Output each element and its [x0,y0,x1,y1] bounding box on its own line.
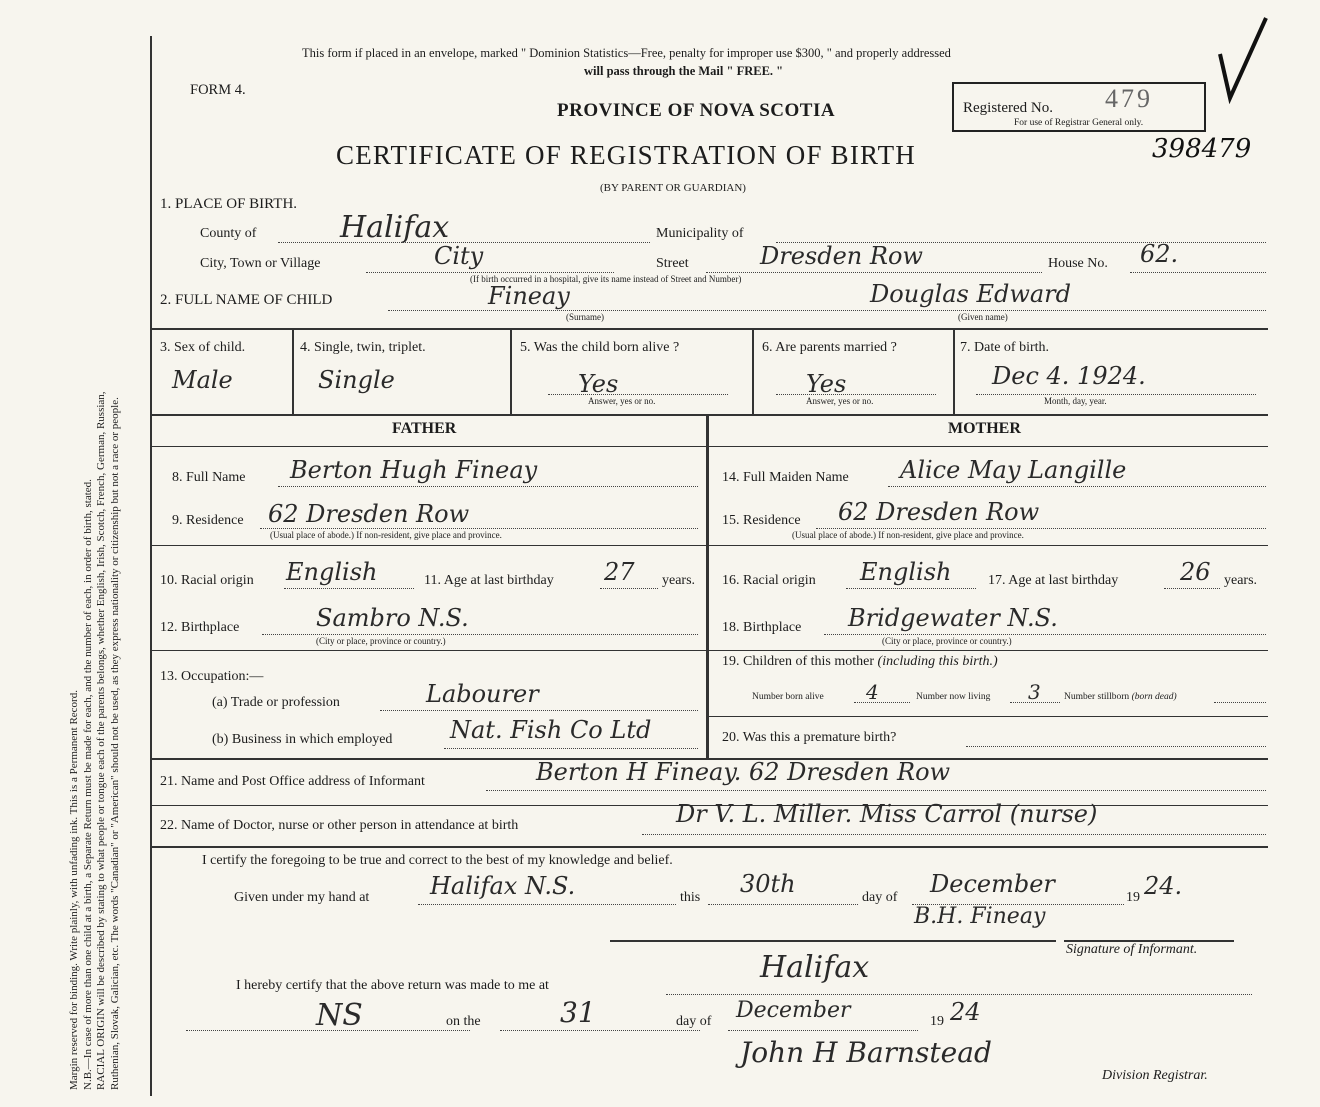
surname-note: (Surname) [566,312,604,322]
stillborn-note: (born dead) [1131,692,1177,702]
father-name-label: 8. Full Name [172,470,246,485]
informant-signature: B.H. Fineay [914,904,1046,929]
parents-married-label: 6. Are parents married ? [762,340,897,355]
certification-year: 24. [1144,872,1183,900]
father-heading: FATHER [392,420,457,437]
registrar-general-note: For use of Registrar General only. [1014,118,1144,128]
given-at-place: Halifax N.S. [430,872,576,900]
margin-rule [150,36,152,1096]
mother-residence-label: 15. Residence [722,513,801,528]
child-given-name: Douglas Edward [870,280,1072,308]
children-label-italic: (including this birth.) [877,654,998,669]
trade-value: Labourer [426,680,539,708]
certificate-title: CERTIFICATE OF REGISTRATION OF BIRTH [336,140,916,170]
registrar-signature-label: Division Registrar. [1102,1068,1208,1083]
informant-signature-label: Signature of Informant. [1066,942,1198,957]
plurality-value: Single [318,366,395,394]
father-name-value: Berton Hugh Fineay [290,456,538,484]
parents-married-note: Answer, yes or no. [806,396,874,406]
sex-label: 3. Sex of child. [160,340,246,355]
father-residence-value: 62 Dresden Row [268,500,470,528]
date-of-birth-note: Month, day, year. [1044,396,1107,406]
date-of-birth-label: 7. Date of birth. [960,340,1050,355]
registrar-day: 31 [560,996,596,1029]
sex-value: Male [172,366,233,394]
mother-age-label: 17. Age at last birthday [988,573,1119,588]
now-living-count: 3 [1028,680,1041,704]
registrar-year-prefix: 19 [930,1014,944,1029]
mother-birthplace-note: (City or place, province or country.) [882,636,1012,646]
registrar-statement: I hereby certify that the above return was made to me at [236,978,549,993]
mother-heading: MOTHER [948,420,1021,437]
registrar-signature: John H Barnstead [740,1036,992,1069]
mother-residence-note: (Usual place of abode.) If non-resident, give place and province. [792,530,1024,540]
born-alive-count-label: Number born alive [752,692,824,702]
father-racial-origin-label: 10. Racial origin [160,573,254,588]
street-value: Dresden Row [760,242,923,270]
county-value: Halifax [340,210,450,245]
county-label: County of [200,226,257,241]
father-age-value: 27 [604,558,635,586]
registered-number-label: Registered No. [963,100,1053,116]
mother-name-label: 14. Full Maiden Name [722,470,849,485]
child-name-label: 2. FULL NAME OF CHILD [160,292,333,308]
father-birthplace-value: Sambro N.S. [316,604,469,632]
given-at-label: Given under my hand at [234,890,370,905]
father-residence-label: 9. Residence [172,513,244,528]
doctor-label: 22. Name of Doctor, nurse or other person in attendance at birth [160,818,519,833]
place-of-birth-label: 1. PLACE OF BIRTH. [160,196,298,212]
born-alive-note: Answer, yes or no. [588,396,656,406]
informant-value: Berton H Fineay. 62 Dresden Row [536,758,951,786]
born-alive-label: 5. Was the child born alive ? [520,340,680,355]
father-residence-note: (Usual place of abode.) If non-resident, give place and province. [270,530,502,540]
plurality-label: 4. Single, twin, triplet. [300,340,426,355]
postal-note-line2: will pass through the Mail " FREE. " [584,64,784,78]
mother-racial-origin-value: English [860,558,952,586]
form-number: FORM 4. [190,82,246,98]
trade-label: (a) Trade or profession [212,695,340,710]
certification-month: December [930,870,1055,898]
now-living-label: Number now living [916,692,991,702]
business-value: Nat. Fish Co Ltd [450,716,652,744]
house-number-label: House No. [1048,256,1108,271]
registrar-month: December [736,998,851,1023]
certificate-subtitle: (BY PARENT OR GUARDIAN) [600,182,746,194]
mother-birthplace-label: 18. Birthplace [722,620,802,635]
doctor-value: Dr V. L. Miller. Miss Carrol (nurse) [676,800,1098,828]
mother-age-value: 26 [1180,558,1211,586]
father-birthplace-note: (City or place, province or country.) [316,636,446,646]
municipality-label: Municipality of [656,226,744,241]
certification-year-prefix: 19 [1126,890,1140,905]
margin-note-multiple-births: N.B.—In case of more than one child at a birth, a Separate Return must be made for each, and the number of each, in order of birth, stated. [81,479,94,1090]
registrar-place: Halifax [760,950,870,985]
born-alive-count: 4 [866,680,879,704]
stillborn-label [1064,692,1177,702]
occupation-label: 13. Occupation:— [160,669,264,684]
margin-note-binding: Margin reserved for binding. Write plainly, with unfading ink. This is a Permanent Record. [68,690,80,1090]
margin-note-racial-origin: RACIAL ORIGIN will be described by stating to what people or tongue each of the parents belongs, whether English, Irish, Scotch, French, German, Russian, [95,391,107,1090]
business-label: (b) Business in which employed [212,732,393,747]
registered-number-value: 479 [1105,84,1153,113]
date-of-birth-value: Dec 4. 1924. [992,362,1146,390]
check-mark-icon [1212,14,1272,104]
certification-day-of-label: day of [862,890,898,905]
postal-note-line1: This form if placed in an envelope, marked " Dominion Statistics—Free, penalty for improper use $300, " and properly addressed [302,46,951,60]
children-of-mother-label [722,654,998,670]
born-alive-value: Yes [578,370,619,398]
certification-this-label: this [680,890,701,905]
given-name-note: (Given name) [958,312,1008,322]
registrar-year: 24 [950,998,981,1026]
mother-name-value: Alice May Langille [900,456,1127,484]
handwritten-number: 398479 [1152,134,1252,164]
mother-racial-origin-label: 16. Racial origin [722,573,816,588]
stillborn-label-text: Number stillborn [1064,692,1130,702]
margin-notes [68,30,122,1090]
mother-age-years: years. [1224,573,1258,588]
certification-day: 30th [740,870,796,898]
certification-statement: I certify the foregoing to be true and correct to the best of my knowledge and belief. [202,853,673,868]
city-value: City [434,242,484,270]
province-heading: PROVINCE OF NOVA SCOTIA [557,100,836,121]
city-label: City, Town or Village [200,256,321,271]
premature-label: 20. Was this a premature birth? [722,730,897,745]
house-number-value: 62. [1140,240,1179,268]
father-age-years: years. [662,573,696,588]
mother-birthplace-value: Bridgewater N.S. [848,604,1058,632]
father-birthplace-label: 12. Birthplace [160,620,240,635]
informant-label: 21. Name and Post Office address of Informant [160,774,425,789]
mother-residence-value: 62 Dresden Row [838,498,1040,526]
registrar-on-label: on the [446,1014,481,1029]
registrar-day-of-label: day of [676,1014,712,1029]
father-racial-origin-value: English [286,558,378,586]
father-age-label: 11. Age at last birthday [424,573,554,588]
child-surname: Fineay [488,282,570,310]
children-label-text: 19. Children of this mother [722,654,875,669]
street-label: Street [656,256,689,271]
parents-married-value: Yes [806,370,847,398]
registrar-place-province: NS [316,998,363,1033]
margin-note-racial-origin-cont: Ruthenian, Slovak, Galician, etc. The words "Canadian" or "American" should not be used, as they express nationality or citizenship but not a race or people. [108,397,121,1090]
institution-note: (If birth occurred in a hospital, give its name instead of Street and Number) [470,274,742,284]
